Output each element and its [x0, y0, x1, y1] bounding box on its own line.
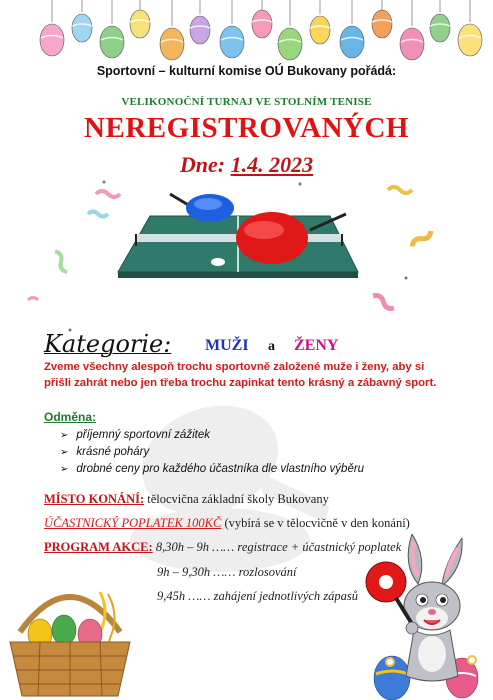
category-men: MUŽI	[205, 337, 249, 354]
program-item: 9,45h …… zahájení jednotlivých zápasů	[157, 589, 359, 603]
reward-item: ➢ drobné ceny pro každého účastníka dle vlastního výběru	[60, 463, 365, 475]
venue-label: MÍSTO KONÁNÍ:	[44, 492, 145, 506]
easter-egg-garland	[0, 0, 493, 64]
fee-label: ÚČASTNICKÝ POPLATEK 100KČ	[44, 516, 222, 530]
event-title: NEREGISTROVANÝCH	[84, 112, 409, 144]
program-item: 8,30h – 9h …… registrace + účastnický poplatek	[155, 540, 402, 554]
fee-line	[44, 516, 410, 531]
venue-value: tělocvična základní školy Bukovany	[147, 492, 329, 506]
venue-line	[44, 492, 329, 507]
category-label: Kategorie:	[44, 330, 172, 358]
category-and: a	[268, 339, 275, 354]
easter-bunny-illustration	[362, 528, 493, 700]
fee-value: (vybírá se v tělocvičně v den konání)	[224, 516, 410, 530]
paddle-watermark	[100, 390, 400, 590]
date-label: Dne:	[179, 152, 226, 177]
ping-pong-table-illustration	[110, 186, 360, 286]
rewards-heading: Odměna:	[44, 410, 97, 424]
event-date	[0, 152, 493, 178]
date-value: 1.4. 2023	[230, 152, 314, 177]
program-label: PROGRAM AKCE:	[44, 540, 153, 554]
organizer-line: Sportovní – kulturní komise OÚ Bukovany pořádá:	[96, 64, 397, 78]
reward-item: ➢ krásné poháry	[60, 446, 150, 458]
easter-basket-illustration	[0, 572, 140, 700]
program-line	[44, 540, 401, 555]
arrow-bullet-icon: ➢	[60, 464, 69, 475]
invitation-text: Zveme všechny alespoň trochu sportovně založené muže i ženy, aby si přišli zahrát nebo jen třeba trochu zapinkat tento krásný a zábavný sport.	[44, 361, 437, 389]
category-women: ŽENY	[294, 337, 339, 354]
arrow-bullet-icon: ➢	[60, 447, 69, 458]
arrow-bullet-icon: ➢	[60, 430, 69, 441]
program-item: 9h – 9,30h …… rozlosování	[157, 565, 297, 579]
event-subtitle: VELIKONOČNÍ TURNAJ VE STOLNÍM TENISE	[121, 96, 372, 108]
reward-item: ➢ příjemný sportovní zážitek	[60, 429, 210, 441]
